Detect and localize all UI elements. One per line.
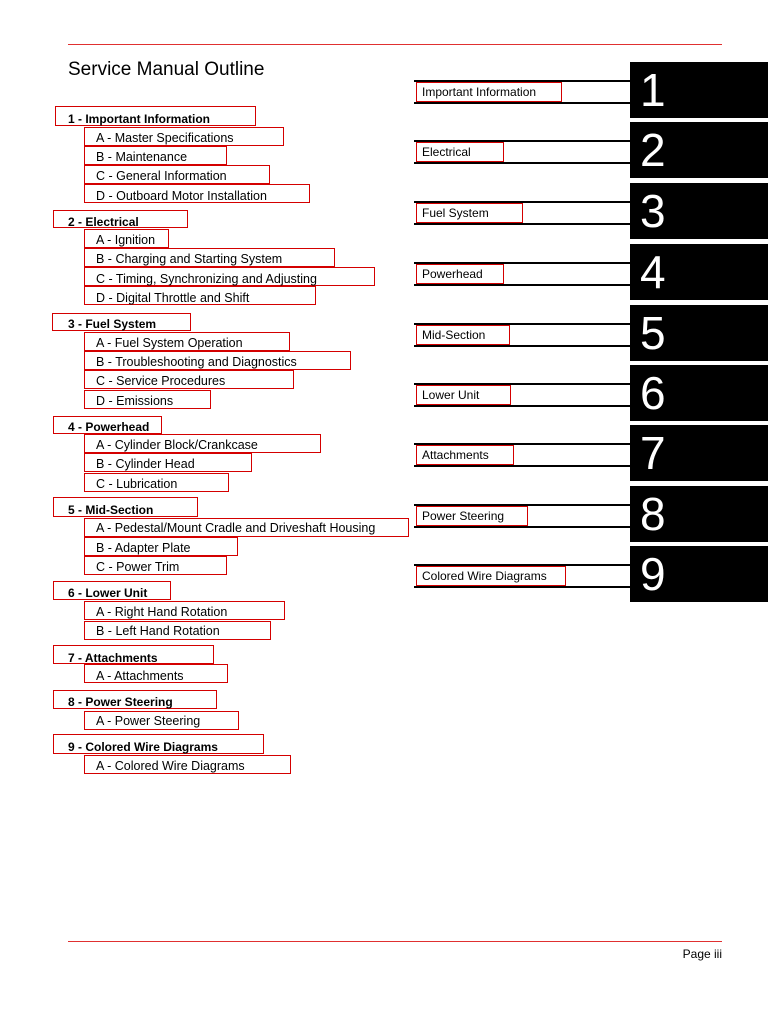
tab-number-block[interactable]	[630, 62, 768, 118]
outline-subsection-link[interactable]: B - Adapter Plate	[96, 541, 191, 555]
tab-number: 3	[640, 185, 666, 237]
outline-subsection-link[interactable]: B - Troubleshooting and Diagnostics	[96, 355, 297, 369]
tab-number-block[interactable]	[630, 183, 768, 239]
tab-number: 9	[640, 548, 666, 600]
outline-subsection-link[interactable]: D - Digital Throttle and Shift	[96, 291, 250, 305]
outline-section-link[interactable]: 3 - Fuel System	[68, 317, 157, 331]
tab-number-block[interactable]	[630, 305, 768, 361]
outline-subsection-link[interactable]: B - Maintenance	[96, 150, 188, 164]
outline-subsection-link[interactable]: B - Left Hand Rotation	[96, 624, 220, 638]
outline-subsection-link[interactable]: A - Cylinder Block/Crankcase	[96, 438, 258, 452]
outline-subsection-link[interactable]: A - Attachments	[96, 669, 184, 683]
outline-section-link[interactable]: 6 - Lower Unit	[68, 586, 148, 600]
outline-subsection-link[interactable]: C - Power Trim	[96, 560, 180, 574]
tab-number: 7	[640, 427, 666, 479]
top-rule	[68, 44, 722, 45]
tab-label[interactable]: Electrical	[422, 145, 471, 159]
outline-subsection-link[interactable]: D - Outboard Motor Installation	[96, 189, 267, 203]
outline-subsection-link[interactable]: B - Cylinder Head	[96, 457, 195, 471]
outline-section-link[interactable]: 5 - Mid-Section	[68, 503, 154, 517]
tab-number: 2	[640, 124, 666, 176]
outline-subsection-link[interactable]: A - Pedestal/Mount Cradle and Driveshaft Housing	[96, 521, 376, 535]
tab-label[interactable]: Attachments	[422, 448, 489, 462]
page-title: Service Manual Outline	[68, 59, 265, 80]
outline-subsection-link[interactable]: C - General Information	[96, 169, 227, 183]
tab-number-block[interactable]	[630, 546, 768, 602]
tab-number-block[interactable]	[630, 122, 768, 178]
tab-label[interactable]: Colored Wire Diagrams	[422, 569, 547, 583]
bottom-rule	[68, 941, 722, 942]
tab-label[interactable]: Important Information	[422, 85, 537, 99]
page-number: Page iii	[682, 947, 722, 961]
outline-subsection-link[interactable]: A - Right Hand Rotation	[96, 605, 228, 619]
outline-section-link[interactable]: 2 - Electrical	[68, 215, 139, 229]
outline-subsection-link[interactable]: A - Fuel System Operation	[96, 336, 243, 350]
outline-subsection-link[interactable]: C - Service Procedures	[96, 374, 226, 388]
tab-number-block[interactable]	[630, 425, 768, 481]
tab-label[interactable]: Mid-Section	[422, 328, 486, 342]
outline-section-link[interactable]: 9 - Colored Wire Diagrams	[68, 740, 218, 754]
tab-number: 8	[640, 488, 666, 540]
outline-subsection-link[interactable]: A - Colored Wire Diagrams	[96, 759, 245, 773]
tab-number-block[interactable]	[630, 486, 768, 542]
outline-subsection-link[interactable]: C - Timing, Synchronizing and Adjusting	[96, 272, 317, 286]
outline-subsection-link[interactable]: A - Power Steering	[96, 714, 201, 728]
tab-label[interactable]: Power Steering	[422, 509, 505, 523]
outline-section-link[interactable]: 7 - Attachments	[68, 651, 158, 665]
outline-subsection-link[interactable]: A - Ignition	[96, 233, 156, 247]
tab-number: 1	[640, 64, 666, 116]
tab-number: 6	[640, 367, 666, 419]
outline-section-link[interactable]: 8 - Power Steering	[68, 695, 173, 709]
outline-subsection-link[interactable]: A - Master Specifications	[96, 131, 234, 145]
tab-label[interactable]: Powerhead	[422, 267, 483, 281]
tab-number-block[interactable]	[630, 365, 768, 421]
tab-number-block[interactable]	[630, 244, 768, 300]
tab-number: 4	[640, 246, 666, 298]
outline-subsection-link[interactable]: B - Charging and Starting System	[96, 252, 283, 266]
tab-number: 5	[640, 307, 666, 359]
tab-label[interactable]: Fuel System	[422, 206, 489, 220]
outline-section-link[interactable]: 4 - Powerhead	[68, 420, 150, 434]
outline-subsection-link[interactable]: D - Emissions	[96, 394, 174, 408]
outline-section-link[interactable]: 1 - Important Information	[68, 112, 210, 126]
tab-label[interactable]: Lower Unit	[422, 388, 480, 402]
outline-subsection-link[interactable]: C - Lubrication	[96, 477, 178, 491]
